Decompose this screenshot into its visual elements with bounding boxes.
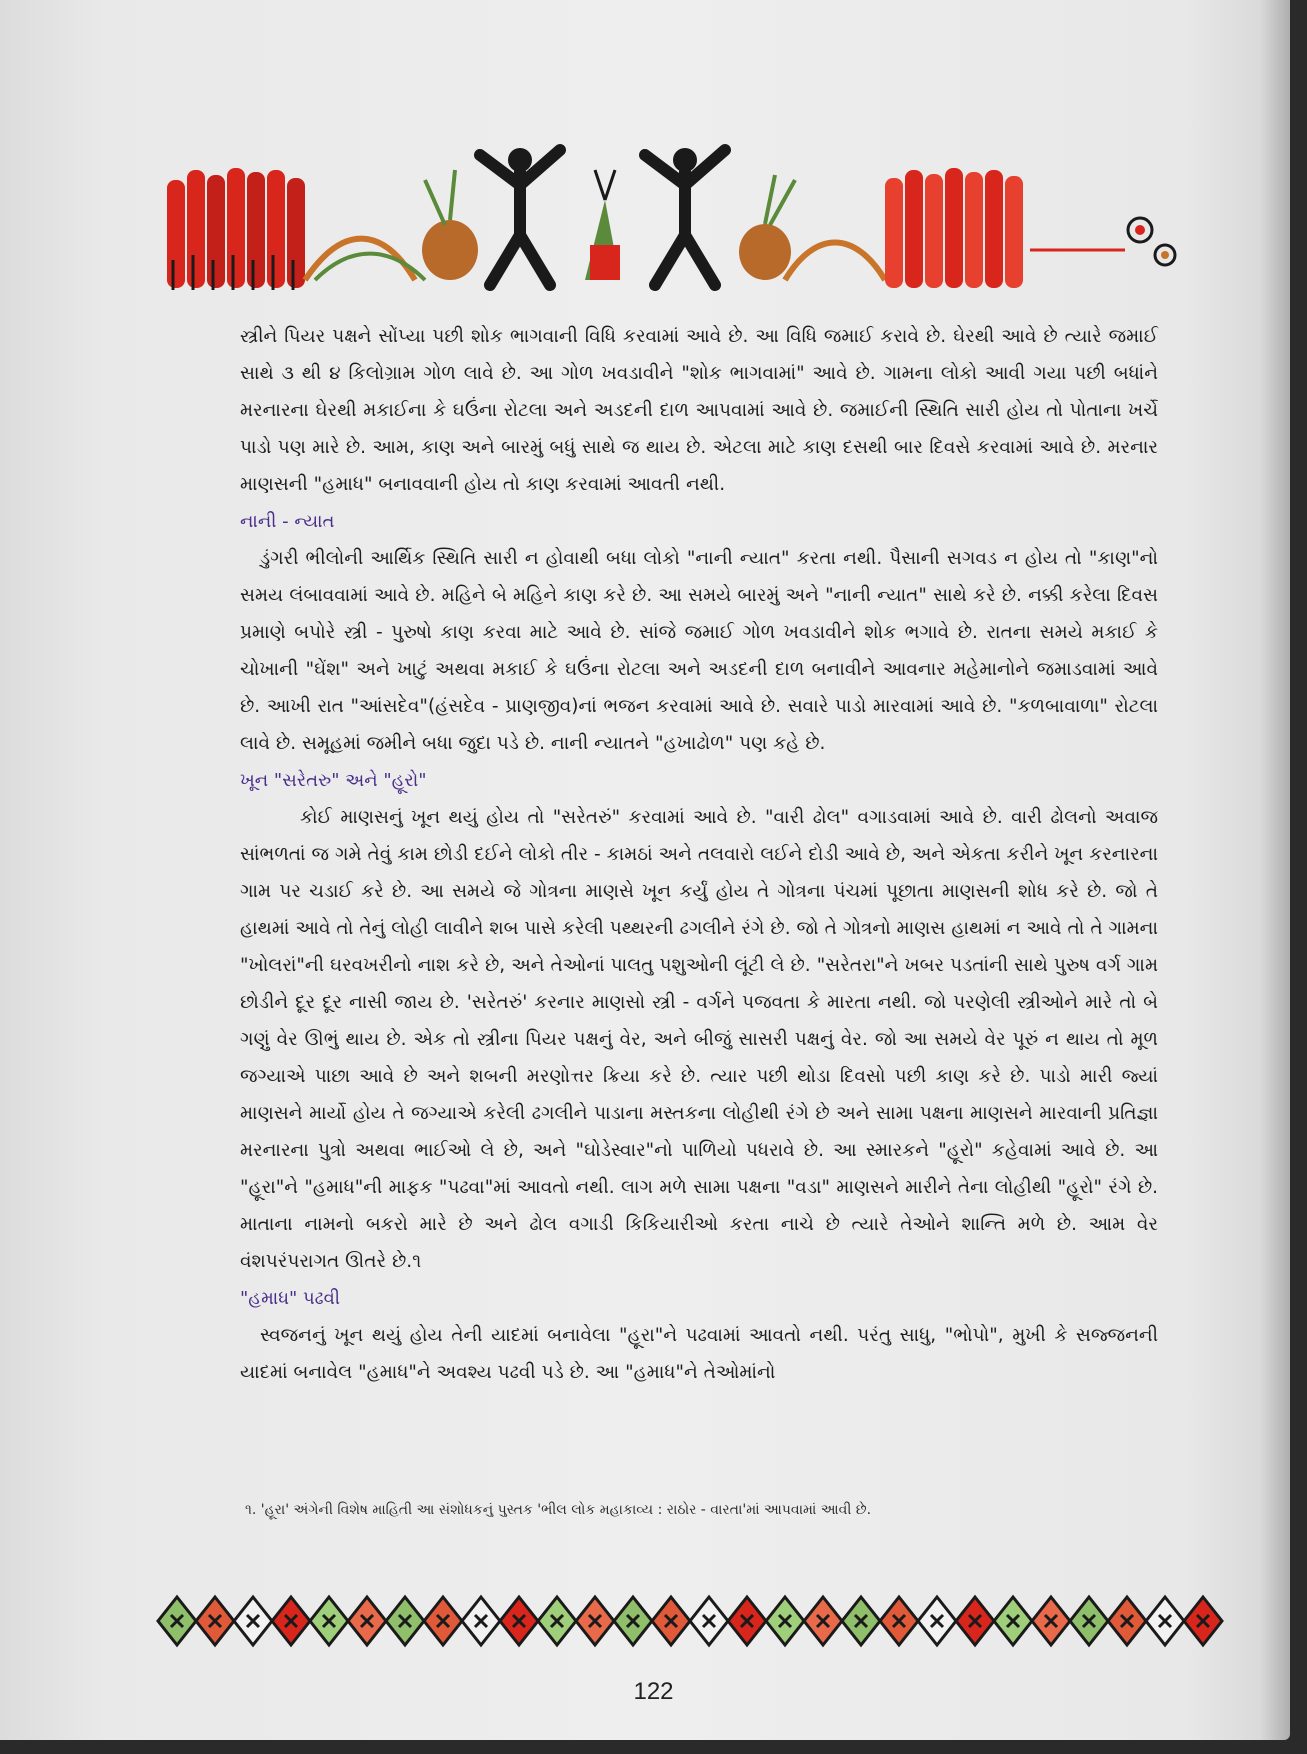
section-heading-nani-nyat: નાની - ન્યાત bbox=[240, 511, 335, 532]
body-text bbox=[240, 318, 1158, 1391]
center-plant bbox=[585, 170, 620, 280]
spiral-ornament bbox=[1030, 218, 1175, 265]
section-heading-hamadh: "હમાધ" પઢવી bbox=[240, 1288, 340, 1309]
left-figure-group bbox=[167, 168, 305, 290]
paragraph-3: કોઈ માણસનું ખૂન થયું હોય તો "સરેતરું" કરવામાં આવે છે. "વારી ઢોલ" વગાડવામાં આવે છે. વારી ઢોલનો અવાજ સાંભળતાં જ ગમે તેવું કામ છોડી દઈને લોકો તીર - કામઠાં અને તલવારો લઈને દોડી આવે છે, અને એકતા કરીને ખૂન કરનારના ગામ પર ચડાઈ કરે છે. આ સમયે જે ગોત્રના માણસે ખૂન કર્યું હોય તે ગોત્રના પંચમાં પૂછાતા માણસની શોધ કરે છે. જો તે હાથમાં આવે તો તેનું લોહી લાવીને શબ પાસે કરેલી પથ્થરની ઢગલીને રંગે છે. જો તે ગોત્રનો માણસ હાથમાં ન આવે તો તે ગામના "ખોલરાં"ની ઘરવખરીનો નાશ કરે છે, અને તેઓનાં પાલતુ પશુઓની લૂંટી લે છે. "સરેતરા"ને ખબર પડતાંની સાથે પુરુષ વર્ગ ગામ છોડીને દૂર દૂર નાસી જાય છે. 'સરેતરું' કરનાર માણસો સ્ત્રી - વર્ગને પજવતા કે મારતા નથી. જો પરણેલી સ્ત્રીઓને મારે તો બે ગણું વેર ઊભું થાય છે. એક તો સ્ત્રીના પિયર પક્ષનું વેર, અને બીજું સાસરી પક્ષનું વેર. જો આ સમયે વેર પૂરું ન થાય તો મૂળ જગ્યાએ પાછા આવે છે અને શબની મરણોત્તર ક્રિયા કરે છે. ત્યાર પછી થોડા દિવસો પછી કાણ કરે છે. પાડો મારી જ્યાં માણસને માર્યો હોય તે જગ્યાએ કરેલી ઢગલીને પાડાના મસ્તકના લોહીથી રંગે છે અને સામા પક્ષના માણસને મારવાની પ્રતિજ્ઞા મરનારના પુત્રો અથવા ભાઈઓ લે છે, અને "ઘોડેસ્વાર"નો પાળિયો પધરાવે છે. આ સ્મારકને "હૂરો" કહેવામાં આવે છે. આ "હૂરા"ને "હમાધ"ની માફક "પઢવા"માં આવતો નથી. લાગ મળે સામા પક્ષના "વડા" માણસને મારીને તેના લોહીથી "હૂરો" રંગે છે. માતાના નામનો બકરો મારે છે અને ઢોલ વગાડી કિકિયારીઓ કરતા નાચે છે ત્યારે તેઓને શાન્તિ મળે છે. આમ વેર વંશપરંપરાગત ઊતરે છે.૧ bbox=[240, 807, 1158, 1272]
right-figure-group bbox=[885, 168, 1023, 288]
dancer-right bbox=[645, 148, 725, 285]
left-plants bbox=[305, 170, 478, 280]
header-illustration bbox=[165, 140, 1220, 295]
paragraph-4: સ્વજનનું ખૂન થયું હોય તેની યાદમાં બનાવેલા "હૂરા"ને પઢવામાં આવતો નથી. પરંતુ સાધુ, "ભોપો", મુખી કે સજ્જનની યાદમાં બનાવેલ "હમાધ"ને અવશ્ય પઢવી પડે છે. આ "હમાધ"ને તેઓમાંનો bbox=[240, 1325, 1158, 1383]
footnote: ૧. 'હૂરા' અંગેની વિશેષ માહિતી આ સંશોધકનું પુસ્તક 'ભીલ લોક મહાકાવ્ય : રાઠોર - વારતા'માં આપવામાં આવી છે. bbox=[245, 1502, 872, 1518]
page-edge-shadow bbox=[1260, 0, 1290, 1740]
paragraph-2: ડુંગરી ભીલોની આર્થિક સ્થિતિ સારી ન હોવાથી બધા લોકો "નાની ન્યાત" કરતા નથી. પૈસાની સગવડ ન હોય તો "કાણ"નો સમય લંબાવવામાં આવે છે. મહિને બે મહિને કાણ કરે છે. આ સમયે બારમું અને "નાની ન્યાત" સાથે કરે છે. નક્કી કરેલા દિવસ પ્રમાણે બપોરે સ્ત્રી - પુરુષો કાણ કરવા માટે આવે છે. સાંજે જમાઈ ગોળ ખવડાવીને શોક ભગાવે છે. રાતના સમયે મકાઈ કે ચોખાની "ઘેંશ" અને ખાટું અથવા મકાઈ કે ઘઉંના રોટલા અને અડદની દાળ બનાવીને આવનાર મહેમાનોને જમાડવામાં આવે છે. આખી રાત "આંસદેવ"(હંસદેવ - પ્રાણજીવ)નાં ભજન કરવામાં આવે છે. સવારે પાડો મારવામાં આવે છે. "કળબાવાળા" રોટલા લાવે છે. સમૂહમાં જમીને બધા જુદા પડે છે. નાની ન્યાતને "હખાઢોળ" પણ કહે છે. bbox=[240, 548, 1158, 754]
dancer-left bbox=[480, 148, 560, 285]
paragraph-1: સ્ત્રીને પિયર પક્ષને સોંપ્યા પછી શોક ભાગવાની વિધિ કરવામાં આવે છે. આ વિધિ જમાઈ કરાવે છે. ઘેરથી આવે છે ત્યારે જમાઈ સાથે ૩ થી ૪ કિલોગ્રામ ગોળ લાવે છે. આ ગોળ ખવડાવીને "શોક ભાગવામાં" આવે છે. ગામના લોકો આવી ગયા પછી બધાંને મરનારના ઘેરથી મકાઈના કે ઘઉંના રોટલા અને અડદની દાળ આપવામાં આવે છે. જમાઈની સ્થિતિ સારી હોય તો પોતાના ખર્ચે પાડો પણ મારે છે. આમ, કાણ અને બારમું બધું સાથે જ થાય છે. એટલા માટે કાણ દસથી બાર દિવસે કરવામાં આવે છે. મરનાર માણસની "હમાધ" બનાવવાની હોય તો કાણ કરવામાં આવતી નથી. bbox=[240, 326, 1158, 495]
right-plants bbox=[739, 175, 885, 280]
section-heading-khun-saretaru: ખૂન "સરેતરુ" અને "હૂરો" bbox=[240, 770, 427, 791]
page-number: 122 bbox=[633, 1678, 674, 1705]
footer-border-ornament bbox=[155, 1585, 1235, 1657]
